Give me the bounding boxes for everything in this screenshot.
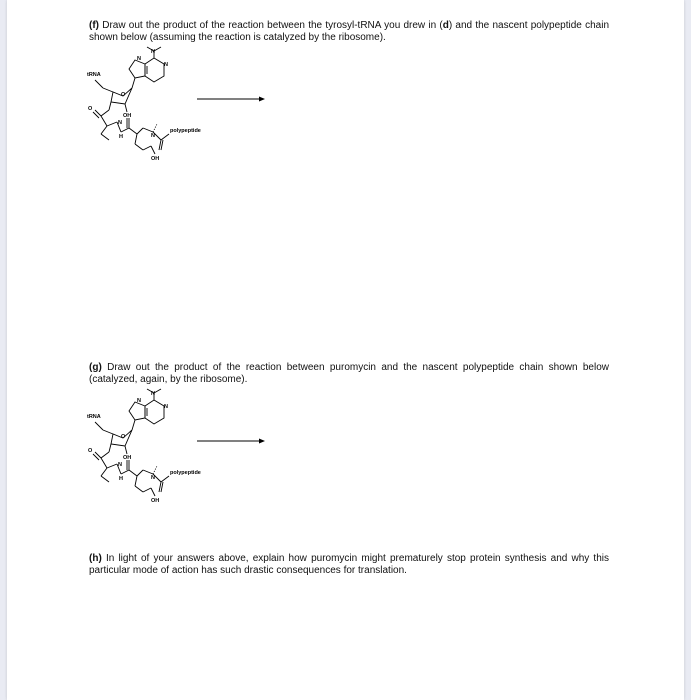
oh-label: OH xyxy=(123,113,132,119)
n-atom: N xyxy=(151,49,155,55)
o-atom: O xyxy=(121,92,126,98)
oh-label: OH xyxy=(151,156,160,162)
question-f xyxy=(89,20,609,44)
h-atom: H xyxy=(119,476,123,482)
question-f-ref: d xyxy=(442,20,449,31)
n-atom: N xyxy=(118,462,122,468)
question-h xyxy=(89,553,609,577)
polypeptide-label: polypeptide xyxy=(170,470,201,476)
question-g-label: (g) xyxy=(89,362,102,373)
n-atom: N xyxy=(151,133,155,139)
n-atom: N xyxy=(137,56,141,62)
aminoacyl-trna-structure-f xyxy=(85,44,225,164)
trna-label: tRNA xyxy=(87,414,101,420)
o-atom: O xyxy=(88,448,93,454)
n-atom: N xyxy=(137,398,141,404)
trna-label: tRNA xyxy=(87,72,101,78)
reaction-arrow-g xyxy=(197,436,267,446)
reaction-arrow-f xyxy=(197,94,267,104)
question-f-text-2: ) and the nascent polypeptide chain shown below (assuming the reaction is catalyzed by the ribosome). xyxy=(89,20,609,43)
n-atom: N xyxy=(164,404,168,410)
question-g xyxy=(89,362,609,386)
document-page xyxy=(7,0,684,700)
question-g-text: Draw out the product of the reaction between puromycin and the nascent polypeptide chain shown below (catalyzed, again, by the ribosome). xyxy=(89,362,609,385)
question-f-label: (f) xyxy=(89,20,99,31)
n-atom: N xyxy=(118,120,122,126)
question-h-label: (h) xyxy=(89,553,102,564)
o-atom: O xyxy=(88,106,93,112)
oh-label: OH xyxy=(151,498,160,504)
aminoacyl-trna-structure-g xyxy=(85,386,225,506)
n-atom: N xyxy=(151,391,155,397)
question-f-text-1: Draw out the product of the reaction between the tyrosyl-tRNA you drew in ( xyxy=(99,20,443,31)
h-atom: H xyxy=(119,134,123,140)
oh-label: OH xyxy=(123,455,132,461)
o-atom: O xyxy=(121,434,126,440)
question-h-text: In light of your answers above, explain how puromycin might prematurely stop protein synthesis and why this particular mode of action has such drastic consequences for translation. xyxy=(89,553,609,576)
n-atom: N xyxy=(151,475,155,481)
polypeptide-label: polypeptide xyxy=(170,128,201,134)
n-atom: N xyxy=(164,62,168,68)
